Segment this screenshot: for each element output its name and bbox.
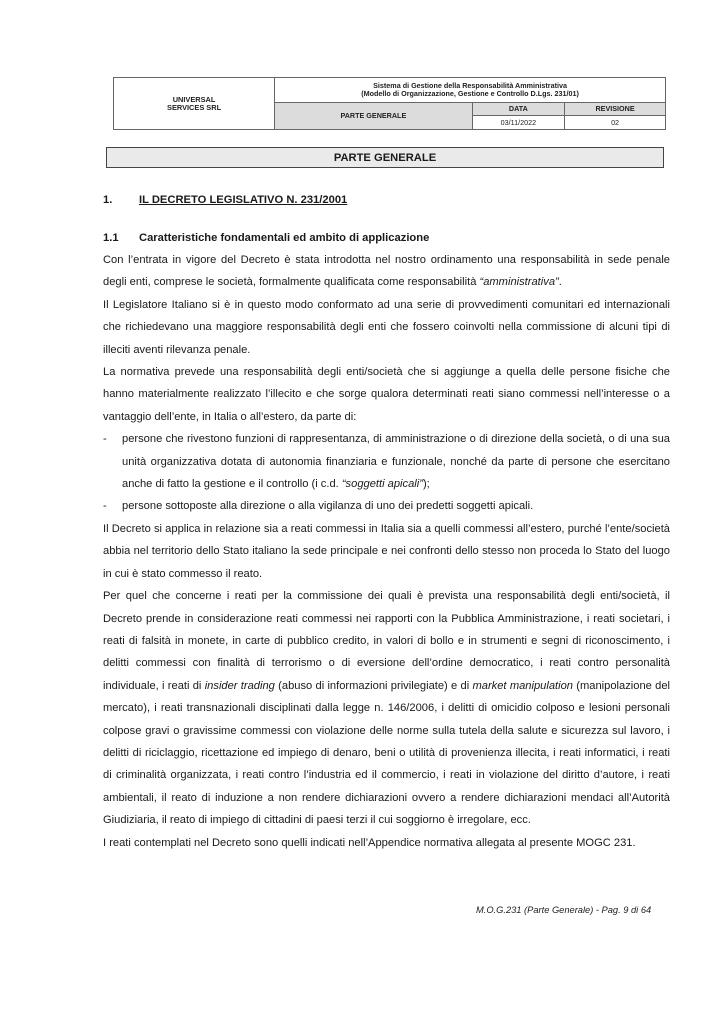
paragraph-1-text: Con l’entrata in vigore del Decreto è stata introdotta nel nostro ordinamento una responsabilità in sede penale degli enti, comprese le società, formalmente qualificata come responsabilità — [103, 254, 670, 289]
section-title: PARTE GENERALE — [333, 152, 437, 164]
footer-text: M.O.G.231 (Parte Generale) - Pag. 9 di 64 — [476, 905, 652, 915]
paragraph-5-text-a: Per quel che concerne i reati per la commissione dei quali è prevista una responsabilità degli enti/società, il Decreto prende in considerazione reati commessi nei rapporti con la Pubblica Amministrazione, i reati societari, i reati di falsità in monete, in carte di pubblico credito, in valori di bollo e in strumenti e segni di riconoscimento, i delitti commessi con finalità di terrorismo o di eversione dell’ordine democratico, i reati contro personalità individuale, i reati di — [103, 590, 670, 692]
system-subtitle: (Modello di Organizzazione, Gestione e Controllo D.Lgs. 231/01) — [361, 88, 579, 98]
paragraph-2: Il Legislatore Italiano si è in questo modo conformato ad una serie di provvedimenti comunitari ed internazionali che richiedevano una maggiore responsabilità degli enti che fossero coinvolti nella commissione di alcuni tipi di illeciti aventi rilevanza penale. — [103, 298, 670, 356]
subject-list — [103, 428, 670, 518]
paragraph-5 — [103, 585, 670, 831]
page-footer — [476, 905, 651, 915]
management-system-title — [275, 78, 666, 103]
revision-label: REVISIONE — [565, 102, 666, 116]
paragraph-6: I reati contemplati nel Decreto sono quelli indicati nell’Appendice normativa allegata al presente MOGC 231. — [103, 836, 636, 849]
list-item-text: persone che rivestono funzioni di rappresentanza, di amministrazione o di direzione della società, o di una sua unità organizzativa dotata di autonomia finanziaria e funzionale, nonché da parte di persone che esercitano anche di fatto la gestione e il controllo (i c.d. — [122, 433, 670, 491]
list-item-text: persone sottoposte alla direzione o alla vigilanza di uno dei predetti soggetti apicali. — [122, 500, 534, 513]
section-number: 1.1 — [103, 232, 119, 244]
section-heading-title: Caratteristiche fondamentali ed ambito di applicazione — [139, 232, 430, 244]
paragraph-1-emphasis: “amministrativa” — [479, 276, 559, 289]
paragraph-1 — [103, 249, 670, 294]
company-name-text: UNIVERSAL SERVICES SRL — [167, 94, 222, 112]
paragraph-5-text-b: (abuso di informazioni privilegiate) e di — [274, 679, 473, 692]
revision-value: 02 — [565, 116, 666, 130]
document-header-table — [113, 77, 666, 130]
date-label: DATA — [472, 102, 565, 116]
part-label: PARTE GENERALE — [275, 102, 473, 129]
paragraph-5-emphasis-1: insider trading — [204, 679, 275, 692]
chapter-number: 1. — [103, 194, 113, 206]
list-item: - persone sottoposte alla direzione o alla vigilanza di uno dei predetti soggetti apicali. — [103, 500, 534, 513]
chapter-title: IL DECRETO LEGISLATIVO N. 231/2001 — [139, 194, 348, 206]
paragraph-3: La normativa prevede una responsabilità degli enti/società che si aggiunge a quella delle persone fisiche che hanno materialmente realizzato l’illecito e che sorge qualora determinati reati siano commessi nell’interesse o a vantaggio dell’ente, in Italia o all’estero, da parte di: — [103, 366, 670, 423]
system-title: Sistema di Gestione della Responsabilità Amministrativa — [373, 80, 567, 90]
section-title-box — [106, 147, 664, 168]
paragraph-5-text-c: (manipolazione del mercato), i reati transnazionali disciplinati dalla legge n. 146/2006, i delitti di omicidio colposo e lesioni personali colpose gravi o gravissime commessi con violazione delle norme sulla tutela della salute e sicurezza sul lavoro, i delitti di riciclaggio, ricettazione ed impiego di denaro, beni o utilità di provenienza illecita, i reati informatici, i reati di criminalità organizzata, i reati contro l’industria ed il commercio, i reati in violazione del diritto d’autore, i reati ambientali, il reato di induzione a non rendere dichiarazioni ovvero a rendere dichiarazioni mendaci all’Autorità Giudiziaria, il reato di impiego di cittadini di paesi terzi il cui soggiorno è irregolare, ecc. — [103, 679, 670, 827]
company-name — [114, 78, 275, 130]
body-text — [103, 249, 670, 854]
list-item-emphasis: “soggetti apicali” — [341, 478, 423, 491]
date-value: 03/11/2022 — [472, 116, 565, 130]
paragraph-4: Il Decreto si applica in relazione sia a reati commessi in Italia sia a quelli commessi all’estero, purché l’ente/società abbia nel territorio dello Stato italiano la sede principale e nei confronti dello stesso non proceda lo Stato del luogo in cui è stato commesso il reato. — [103, 522, 670, 580]
list-item-end: ); — [422, 478, 430, 491]
list-item: - persone che rivestono funzioni di rappresentanza, di amministrazione o di direzione della società, o di una sua unità organizzativa dotata di autonomia finanziaria e funzionale, nonché da parte di persone che esercitano anche di fatto la gestione e il controllo (i c.d. “soggetti apicali”); — [103, 433, 670, 491]
paragraph-1-end: . — [558, 276, 562, 289]
paragraph-5-emphasis-2: market manipulation — [472, 679, 573, 692]
